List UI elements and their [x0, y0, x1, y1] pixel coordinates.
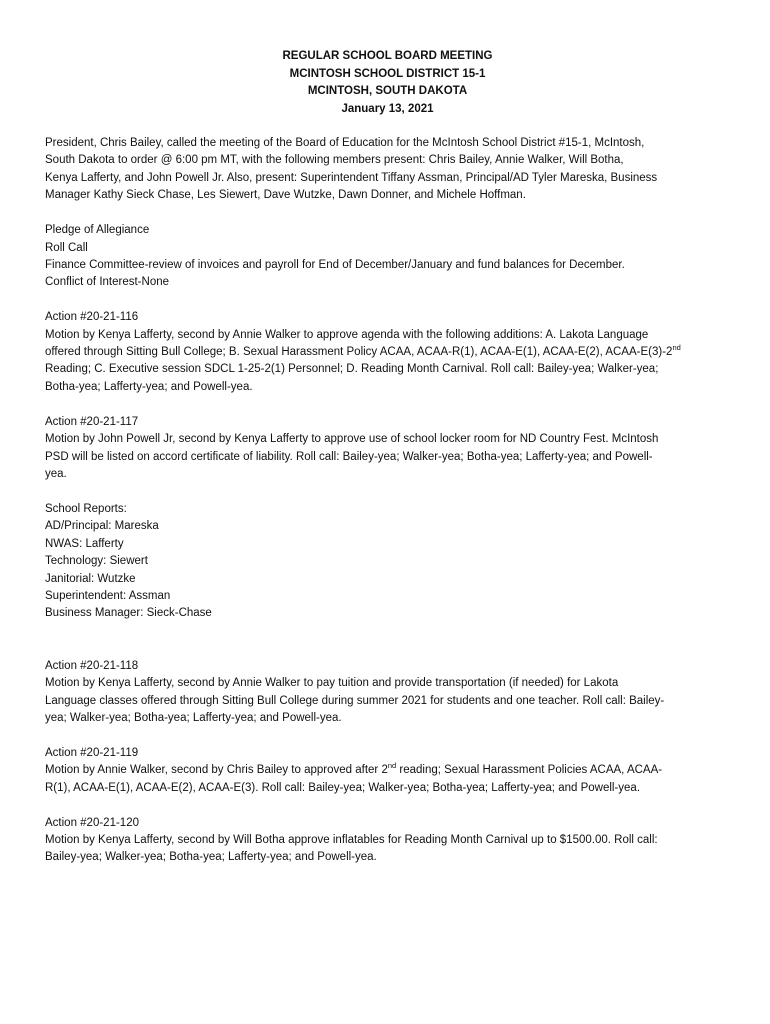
action-text: offered through Sitting Bull College; B. Sexual Harassment Policy ACAA, ACAA-R(1), ACAA-E(1), ACAA-E(2), ACAA-E(3)-2 [45, 346, 673, 359]
action-title: Action #20-21-116 [45, 311, 139, 324]
action-117 [45, 414, 730, 484]
report-item: NWAS: Lafferty [45, 537, 124, 550]
action-119 [45, 745, 730, 797]
action-120 [45, 815, 730, 867]
report-item: AD/Principal: Mareska [45, 520, 159, 533]
report-item: Business Manager: Sieck-Chase [45, 607, 212, 620]
action-text: reading; Sexual Harassment Policies ACAA, ACAA- [396, 764, 663, 777]
action-118 [45, 658, 730, 728]
action-text-line [45, 344, 730, 361]
intro-line: Manager Kathy Sieck Chase, Les Siewert, Dave Wutzke, Dawn Donner, and Michele Hoffman. [45, 189, 526, 202]
action-title: Action #20-21-120 [45, 816, 139, 829]
action-text-line: Motion by Kenya Lafferty, second by Will Botha approve inflatables for Reading Month Carnival up to $1500.00. Roll call: [45, 834, 658, 846]
intro-line: President, Chris Bailey, called the meeting of the Board of Education for the McIntosh School District #15-1, McIntosh, [45, 137, 645, 149]
action-116 [45, 309, 730, 396]
action-title: Action #20-21-119 [45, 746, 139, 759]
action-text-line: Bailey-yea; Walker-yea; Botha-yea; Lafferty-yea; and Powell-yea. [45, 851, 377, 864]
action-text-line: yea. [45, 468, 67, 480]
agenda-item: Pledge of Allegiance [45, 224, 150, 237]
action-title: Action #20-21-118 [45, 659, 139, 672]
agenda-list [45, 222, 730, 292]
action-text-line: Motion by Kenya Lafferty, second by Annie Walker to approve agenda with the following additions: A. Lakota Language [45, 328, 649, 341]
ordinal-suffix: nd [672, 343, 681, 353]
action-title: Action #20-21-117 [45, 415, 139, 428]
ordinal-suffix: nd [387, 761, 397, 771]
action-text: Motion by Annie Walker, second by Chris Bailey to approved after 2 [45, 764, 388, 777]
report-item: Janitorial: Wutzke [45, 572, 136, 585]
agenda-item: Roll Call [45, 241, 88, 254]
action-text-line: Motion by John Powell Jr, second by Kenya Lafferty to approve use of school locker room for ND Country Fest. McIntosh [45, 433, 659, 446]
agenda-item: Finance Committee-review of invoices and payroll for End of December/January and fund balances for December. [45, 258, 625, 271]
agenda-item: Conflict of Interest-None [45, 276, 170, 289]
action-text-line: Reading; C. Executive session SDCL 1-25-2(1) Personnel; D. Reading Month Carnival. Roll call: Bailey-yea; Walker-yea; [45, 363, 659, 376]
intro-paragraph [45, 135, 730, 205]
action-text-line [45, 762, 730, 779]
document-header [45, 48, 730, 118]
reports-heading: School Reports: [45, 502, 127, 515]
district-name: MCINTOSH SCHOOL DISTRICT 15-1 [289, 67, 486, 80]
intro-line: South Dakota to order @ 6:00 pm MT, with the following members present: Chris Bailey, Annie Walker, Will Botha, [45, 154, 624, 167]
intro-line: Kenya Lafferty, and John Powell Jr. Also, present: Superintendent Tiffany Assman, Principal/AD Tyler Mareska, Business [45, 171, 658, 184]
report-item: Superintendent: Assman [45, 589, 171, 602]
action-text-line: yea; Walker-yea; Botha-yea; Lafferty-yea; and Powell-yea. [45, 711, 342, 724]
action-text-line: R(1), ACAA-E(1), ACAA-E(2), ACAA-E(3). Roll call: Bailey-yea; Walker-yea; Botha-yea; Lafferty-yea; and Powell-yea. [45, 781, 641, 794]
meeting-date: January 13, 2021 [341, 102, 434, 115]
report-item: Technology: Siewert [45, 555, 148, 568]
location: MCINTOSH, SOUTH DAKOTA [307, 85, 468, 97]
school-reports [45, 501, 730, 623]
action-text-line: PSD will be listed on accord certificate of liability. Roll call: Bailey-yea; Walker-yea; Botha-yea; Lafferty-yea; and Powell- [45, 450, 653, 463]
action-text-line: Botha-yea; Lafferty-yea; and Powell-yea. [45, 380, 253, 393]
action-text-line: Motion by Kenya Lafferty, second by Annie Walker to pay tuition and provide transportation (if needed) for Lakota [45, 677, 619, 690]
meeting-title: REGULAR SCHOOL BOARD MEETING [282, 50, 493, 62]
action-text-line: Language classes offered through Sitting Bull College during summer 2021 for students and one teacher. Roll call: Bailey- [45, 694, 665, 707]
